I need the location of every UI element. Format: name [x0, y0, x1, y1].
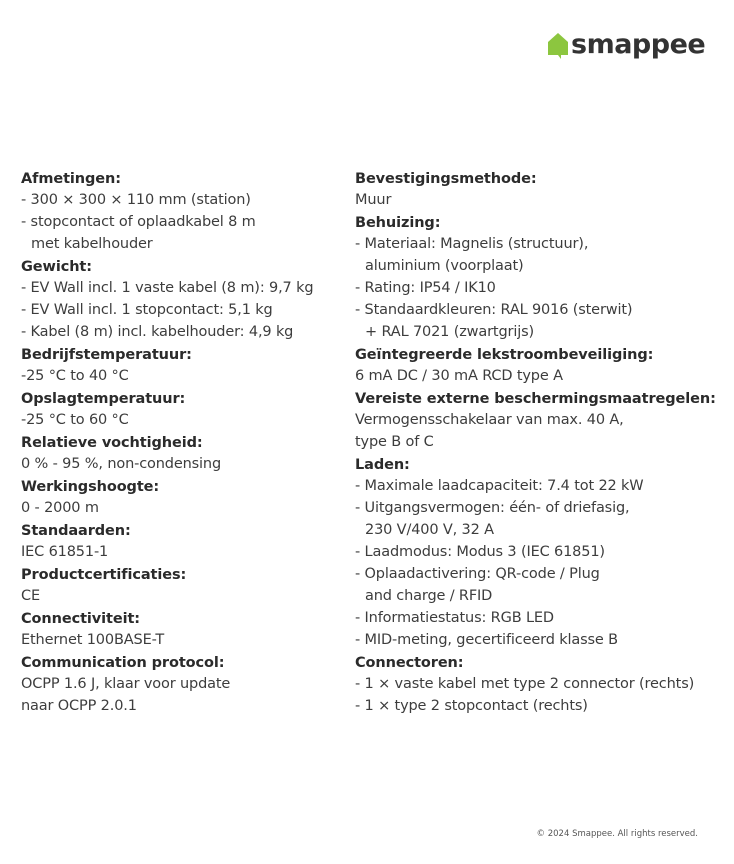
spec-line: -25 °C to 60 °C: [21, 412, 129, 428]
spec-heading: Productcertificaties:: [21, 567, 187, 583]
spec-column-right: [355, 167, 725, 717]
spec-section: [355, 455, 725, 651]
spec-section: [355, 345, 725, 387]
spec-line: - Materiaal: Magnelis (structuur),: [355, 236, 589, 252]
spec-section: [355, 213, 725, 343]
spec-heading: Gewicht:: [21, 259, 92, 275]
spec-line: - 300 × 300 × 110 mm (station): [21, 192, 251, 208]
spec-line: type B of C: [355, 434, 434, 450]
brand-logo: [548, 29, 706, 60]
spec-line: and charge / RFID: [365, 588, 493, 604]
spec-column-left: [21, 167, 346, 717]
spec-heading: Connectiviteit:: [21, 611, 140, 627]
spec-heading: Opslagtemperatuur:: [21, 391, 186, 407]
spec-line: - Informatiestatus: RGB LED: [355, 610, 554, 626]
spec-heading: Behuizing:: [355, 215, 441, 231]
house-logo-icon: [548, 33, 568, 59]
spec-heading: Connectoren:: [355, 655, 464, 671]
spec-section: [21, 169, 346, 255]
spec-line: 230 V/400 V, 32 A: [365, 522, 494, 538]
spec-heading: Geïntegreerde lekstroombeveiliging:: [355, 347, 654, 363]
spec-line: - EV Wall incl. 1 vaste kabel (8 m): 9,7 kg: [21, 280, 314, 296]
spec-line: OCPP 1.6 J, klaar voor update: [21, 676, 231, 692]
spec-line: - Oplaadactivering: QR-code / Plug: [355, 566, 600, 582]
spec-line: - 1 × type 2 stopcontact (rechts): [355, 698, 588, 714]
spec-body: [355, 233, 725, 343]
spec-section: [21, 609, 346, 651]
spec-body: [21, 585, 346, 607]
spec-line: Muur: [355, 192, 392, 208]
spec-body: [21, 453, 346, 475]
spec-line: - Uitgangsvermogen: één- of driefasig,: [355, 500, 630, 516]
spec-line: Vermogensschakelaar van max. 40 A,: [355, 412, 624, 428]
spec-heading: Communication protocol:: [21, 655, 225, 671]
spec-section: [355, 389, 725, 453]
spec-body: [21, 365, 346, 387]
spec-section: [21, 433, 346, 475]
spec-body: [355, 475, 725, 651]
spec-line: 0 % - 95 %, non-condensing: [21, 456, 222, 472]
spec-body: [355, 409, 725, 453]
spec-body: [21, 497, 346, 519]
spec-heading: Afmetingen:: [21, 171, 121, 187]
spec-heading: Relatieve vochtigheid:: [21, 435, 203, 451]
spec-line: - MID-meting, gecertificeerd klasse B: [355, 632, 618, 648]
spec-section: [21, 653, 346, 717]
spec-heading: Bedrijfstemperatuur:: [21, 347, 192, 363]
spec-line: CE: [21, 588, 40, 604]
spec-line: - EV Wall incl. 1 stopcontact: 5,1 kg: [21, 302, 273, 318]
spec-line: Ethernet 100BASE-T: [21, 632, 165, 648]
spec-section: [355, 653, 725, 717]
spec-section: [21, 345, 346, 387]
spec-body: [21, 541, 346, 563]
spec-line: - stopcontact of oplaadkabel 8 m: [21, 214, 256, 230]
spec-line: 6 mA DC / 30 mA RCD type A: [355, 368, 563, 384]
spec-body: [355, 189, 725, 211]
spec-heading: Vereiste externe beschermingsmaatregelen:: [355, 391, 716, 407]
spec-heading: Bevestigingsmethode:: [355, 171, 537, 187]
spec-body: [21, 673, 346, 717]
spec-body: [21, 189, 346, 255]
spec-line: -25 °C to 40 °C: [21, 368, 129, 384]
spec-section: [355, 169, 725, 211]
spec-line: 0 - 2000 m: [21, 500, 99, 516]
spec-body: [21, 409, 346, 431]
spec-line: - Rating: IP54 / IK10: [355, 280, 496, 296]
spec-line: - Maximale laadcapaciteit: 7.4 tot 22 kW: [355, 478, 644, 494]
spec-body: [21, 629, 346, 651]
spec-line: - Laadmodus: Modus 3 (IEC 61851): [355, 544, 605, 560]
brand-name: smappee: [571, 29, 706, 60]
spec-body: [355, 673, 725, 717]
spec-line: - Standaardkleuren: RAL 9016 (sterwit): [355, 302, 633, 318]
spec-line: aluminium (voorplaat): [365, 258, 524, 274]
copyright-footer: © 2024 Smappee. All rights reserved.: [536, 829, 698, 839]
spec-body: [21, 277, 346, 343]
spec-heading: Laden:: [355, 457, 410, 473]
spec-line: met kabelhouder: [31, 236, 153, 252]
spec-section: [21, 477, 346, 519]
spec-line: + RAL 7021 (zwartgrijs): [365, 324, 535, 340]
spec-line: - 1 × vaste kabel met type 2 connector (rechts): [355, 676, 695, 692]
spec-section: [21, 521, 346, 563]
spec-heading: Werkingshoogte:: [21, 479, 160, 495]
spec-body: [355, 365, 725, 387]
spec-line: IEC 61851-1: [21, 544, 109, 560]
spec-section: [21, 389, 346, 431]
spec-line: naar OCPP 2.0.1: [21, 698, 137, 714]
spec-section: [21, 257, 346, 343]
spec-heading: Standaarden:: [21, 523, 131, 539]
spec-line: - Kabel (8 m) incl. kabelhouder: 4,9 kg: [21, 324, 294, 340]
spec-section: [21, 565, 346, 607]
